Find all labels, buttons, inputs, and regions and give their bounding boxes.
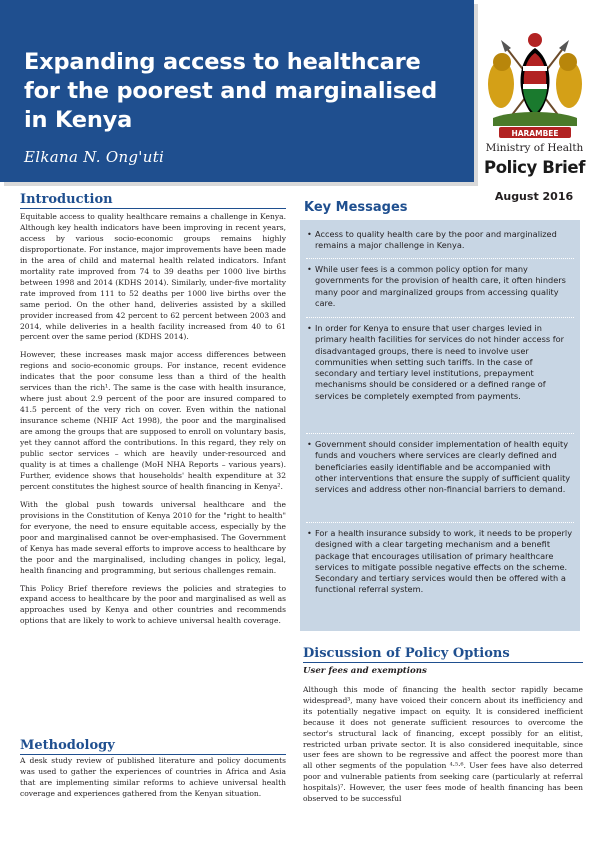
intro-paragraph: Equitable access to quality healthcare remains a challenge in Kenya. Although key health indicators have been improving in recent years, access by various socio-economic groups remains highly disproportionate. For instance, major improvements have been made in the area of child and maternal health related indicators. Infant mortality rate improved from 74 to 39 deaths per 1000 live births between 1998 and 2014 (KDHS 2014). Similarly, under-five mortality rate improved from 111 to 52 deaths per 1000 live births over the same period. On the other hand, deliveries assisted by a skilled provider increased from 42 percent to 62 percent between 2003 and 2014, while deliveries in a health facility increased from 40 to 61 percent over the same period (KDHS 2014). bbox=[20, 212, 286, 342]
key-message-divider bbox=[306, 317, 574, 318]
methodology-heading: Methodology bbox=[20, 738, 286, 755]
ministry-name: Ministry of Health bbox=[485, 142, 584, 154]
discussion-subheading: User fees and exemptions bbox=[303, 666, 427, 676]
crest-motto: HARAMBEE bbox=[511, 129, 559, 138]
key-message-divider bbox=[306, 522, 574, 523]
key-message-item: • In order for Kenya to ensure that user charges levied in primary health facilities for services do not hinder access for disadvantaged groups, there is need to involve user communities when setting such tariffs. In the case of secondary and tertiary level institutions, prepayment mechanisms should be considered or a defined range of services be completely exempted from payments. bbox=[307, 323, 573, 402]
key-message-item: • Access to quality health care by the poor and marginalized remains a major challenge in Kenya. bbox=[307, 229, 573, 252]
intro-paragraph: This Policy Brief therefore reviews the policies and strategies to expand access to healthcare by the poor and marginalised as well as approaches used by Kenya and other countries and recommends options that are likely to work to achieve universal health coverage. bbox=[20, 583, 286, 626]
author-name: Elkana N. Ong'uti bbox=[24, 148, 165, 166]
key-message-item: • For a health insurance subsidy to work, it needs to be properly designed with a clear targeting mechanism and a benefit package that encourages utilisation of primary healthcare services to mitigate possible negative effects on the scheme. Secondary and tertiary services would then be offered with a functional referral system. bbox=[307, 528, 573, 596]
key-message-divider bbox=[306, 258, 574, 259]
key-message-item: • Government should consider implementation of health equity funds and vouchers where services are clearly defined and beneficiaries easily identifiable and be accompanied with other interventions that ensure the supply of sufficient quality services and address other non-financial barriers to demand. bbox=[307, 439, 573, 495]
page-title: Expanding access to healthcare for the poorest and marginalised in Kenya bbox=[24, 49, 438, 133]
key-messages-heading: Key Messages bbox=[304, 200, 408, 215]
introduction-heading: Introduction bbox=[20, 192, 286, 209]
publication-type: Policy Brief bbox=[484, 158, 585, 177]
discussion-heading: Discussion of Policy Options bbox=[303, 646, 583, 663]
publication-date: August 2016 bbox=[494, 190, 574, 203]
kenya-coat-of-arms-icon bbox=[483, 26, 587, 140]
key-message-item: • While user fees is a common policy option for many governments for the provision of health care, it often hinders many poor and marginalized groups from accessing quality care. bbox=[307, 264, 573, 309]
key-message-divider bbox=[306, 433, 574, 434]
intro-paragraph: However, these increases mask major access differences between regions and socio-economic groups. For instance, recent evidence indicates that the poor consume less than a third of the health services than the rich¹. The same is the case with health insurance, where just about 2.9 percent of the poor are insured compared to 41.5 percent of the very rich on cover. Even within the national insurance scheme (NHIF Act 1998), the poor and the marginalised are among the groups that are supposed to enroll on voluntary basis, yet they cannot afford the contributions. In this regard, they rely on public sector services – which are heavily under-resourced and quality is at times a challenge (MoH NHA Reports – various years). Further, evidence shows that households' health expenditure at 32 percent constitutes the highest source of health financing in Kenya². bbox=[20, 350, 286, 491]
intro-paragraph: With the global push towards universal healthcare and the provisions in the Constitution of Kenya 2010 for the "right to health" for everyone, the need to ensure equitable access, especially by the poor and marginalised cannot be over-emphasised. The Government of Kenya has made several efforts to improve access to healthcare by the poor and the marginalised, including changes in policy, legal, health financing and programming, but serious challenges remain. bbox=[20, 499, 286, 575]
methodology-body: A desk study review of published literature and policy documents was used to gather the experiences of countries in Africa and Asia that are implementing similar reforms to achieve universal health coverage and experiences gathered from the Kenyan situation. bbox=[20, 756, 286, 798]
introduction-body bbox=[20, 212, 286, 634]
discussion-body: Although this mode of financing the health sector rapidly became widespread³, many have voiced their concern about its inefficiency and its potentially negative impact on equity. It is considered inefficient because it does not generate sufficient resources to overcome the sector's structural lack of financing, except possibly for an elitist, restricted urban private sector. It is also considered inequitable, since user fees are shown to be regressive and affect the poorest more than all other segments of the population ⁴·⁵·⁶. User fees have also deterred poor and vulnerable patients from seeking care (particularly at referral hospitals)⁷. However, the user fees mode of health financing has been observed to be successful bbox=[303, 685, 583, 804]
